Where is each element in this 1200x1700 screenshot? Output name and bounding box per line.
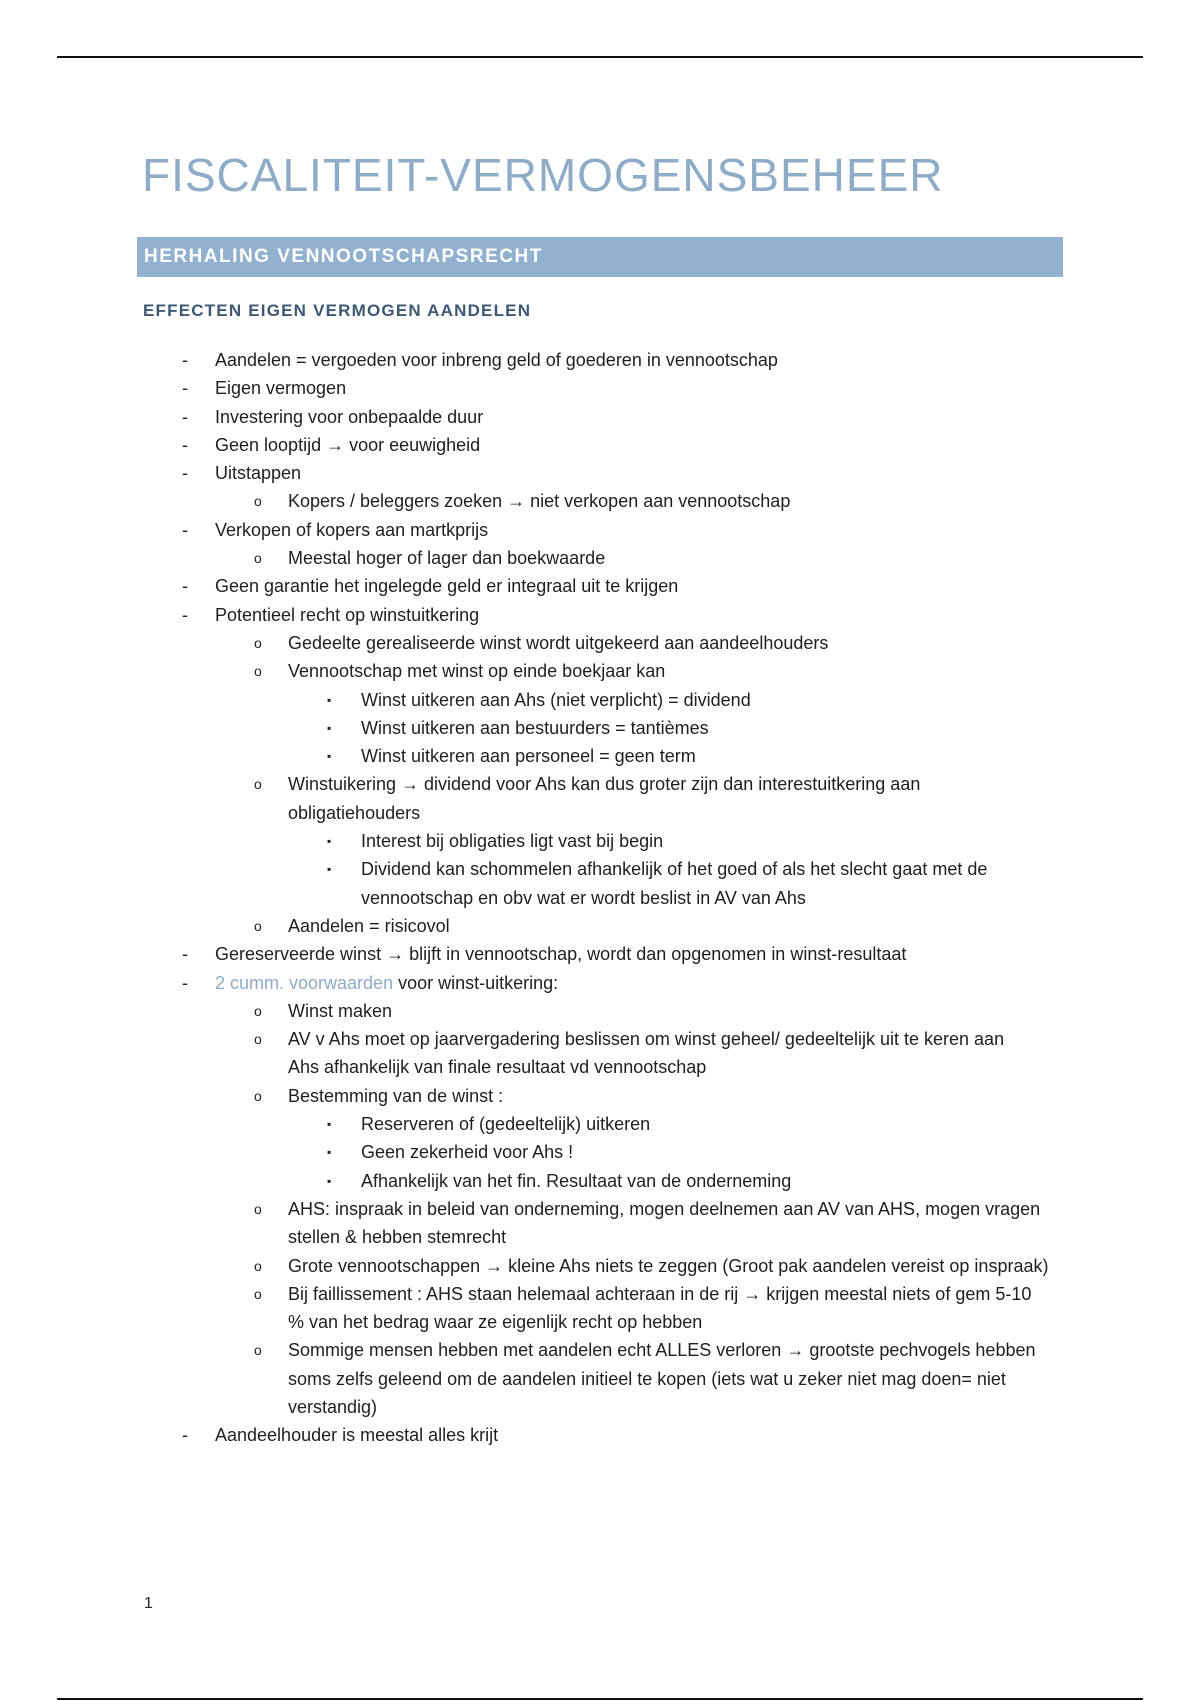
bullet-marker: o <box>254 1257 262 1274</box>
bullet-marker: o <box>254 550 262 567</box>
bullet-marker: o <box>254 917 262 934</box>
bullet-marker: o <box>254 1087 262 1104</box>
bullet-marker: o <box>254 1285 262 1302</box>
list-item-text: Bij faillissement : AHS staan helemaal achteraan in de rij → krijgen meestal niets of gem 5-10 <box>288 1283 1032 1304</box>
bullet-marker: ▪ <box>327 692 332 707</box>
list-item <box>0 770 1200 827</box>
list-item-text: Ahs afhankelijk van finale resultaat vd vennootschap <box>288 1057 707 1078</box>
bullet-marker: o <box>254 776 262 793</box>
list-item-text: obligatiehouders <box>288 802 421 823</box>
bullet-marker: ▪ <box>327 749 332 764</box>
list-item-text: Aandeelhouder is meestal alles krijt <box>215 1425 499 1446</box>
list-item <box>0 374 1200 402</box>
list-item-text: Grote vennootschappen → kleine Ahs niets te zeggen (Groot pak aandelen vereist op inspraak) <box>288 1255 1049 1276</box>
list-item-text: soms zelfs geleend om de aandelen initieel te kopen (iets wat u zeker niet mag doen= niet <box>288 1368 1006 1389</box>
list-item-text: Uitstappen <box>215 463 302 484</box>
bullet-marker: o <box>254 1200 262 1217</box>
list-item-text: Vennootschap met winst op einde boekjaar kan <box>288 661 666 682</box>
bullet-marker: - <box>182 1425 188 1446</box>
list-item <box>0 1138 1200 1166</box>
list-item <box>0 459 1200 487</box>
list-item <box>0 997 1200 1025</box>
list-item-text: Afhankelijk van het fin. Resultaat van de onderneming <box>361 1170 792 1191</box>
bullet-marker: - <box>182 944 188 965</box>
bullet-marker: o <box>254 663 262 680</box>
list-item-text: Aandelen = vergoeden voor inbreng geld of goederen in vennootschap <box>215 350 778 370</box>
list-item <box>0 855 1200 912</box>
section-heading: HERHALING VENNOOTSCHAPSRECHT <box>137 237 1063 277</box>
list-item-text: Gedeelte gerealiseerde winst wordt uitgekeerd aan aandeelhouders <box>288 632 829 653</box>
list-item-text: Dividend kan schommelen afhankelijk of het goed of als het slecht gaat met de <box>361 859 988 880</box>
list-item <box>0 940 1200 968</box>
list-item-text: Kopers / beleggers zoeken → niet verkopen aan vennootschap <box>288 491 791 512</box>
list-item-text: Bestemming van de winst : <box>288 1085 504 1106</box>
list-item-text: % van het bedrag waar ze eigenlijk recht op hebben <box>288 1312 703 1333</box>
bullet-marker: ▪ <box>327 1145 332 1160</box>
list-item-text: AHS: inspraak in beleid van onderneming, mogen deelnemen aan AV van AHS, mogen vragen <box>288 1198 1041 1219</box>
list-item-text: Winst maken <box>288 1000 393 1021</box>
list-item <box>0 742 1200 770</box>
list-item <box>0 1421 1200 1449</box>
bullet-list <box>0 346 1200 1450</box>
list-item <box>0 1336 1200 1421</box>
list-item <box>0 1167 1200 1195</box>
list-item <box>0 1025 1200 1082</box>
list-item <box>0 516 1200 544</box>
list-item-text: vennootschap en obv wat er wordt beslist in AV van Ahs <box>361 887 806 908</box>
list-item <box>0 657 1200 685</box>
bullet-marker: - <box>182 463 188 484</box>
list-item-text: AV v Ahs moet op jaarvergadering beslissen om winst geheel/ gedeeltelijk uit te keren aan <box>288 1029 1005 1050</box>
list-item <box>0 403 1200 431</box>
list-item-text: Investering voor onbepaalde duur <box>215 406 484 427</box>
bullet-marker: - <box>182 519 188 540</box>
bullet-marker: o <box>254 493 262 510</box>
list-item-text: Geen zekerheid voor Ahs ! <box>361 1142 574 1163</box>
bullet-marker: o <box>254 1342 262 1359</box>
bullet-marker: o <box>254 1002 262 1019</box>
bullet-marker: ▪ <box>327 1173 332 1188</box>
subsection-heading: EFFECTEN EIGEN VERMOGEN AANDELEN <box>143 301 532 320</box>
list-item <box>0 346 1200 374</box>
list-item-text: Potentieel recht op winstuitkering <box>215 604 480 625</box>
list-item-text: verstandig) <box>288 1396 378 1417</box>
list-item-text <box>215 969 1200 997</box>
list-item-text: Gereserveerde winst → blijft in vennootschap, wordt dan opgenomen in winst-resultaat <box>215 944 907 965</box>
list-item-text-rest: voor winst-uitkering: <box>393 972 559 993</box>
list-item-text: Sommige mensen hebben met aandelen echt ALLES verloren → grootste pechvogels hebben <box>288 1340 1036 1361</box>
list-item-text: Winstuikering → dividend voor Ahs kan dus groter zijn dan interestuitkering aan <box>288 774 921 795</box>
list-item <box>0 1082 1200 1110</box>
list-item <box>0 601 1200 629</box>
list-item <box>0 686 1200 714</box>
list-item <box>0 572 1200 600</box>
list-item-text: Eigen vermogen <box>215 378 347 399</box>
list-item-text: Geen garantie het ingelegde geld er integraal uit te krijgen <box>215 576 679 597</box>
bullet-marker: ▪ <box>327 834 332 849</box>
list-item <box>0 827 1200 855</box>
list-item-text: Aandelen = risicovol <box>288 915 450 936</box>
list-item <box>0 912 1200 940</box>
page-number: 1 <box>144 1595 153 1612</box>
bullet-marker: ▪ <box>327 862 332 877</box>
list-item <box>0 969 1200 997</box>
list-item-text: Winst uitkeren aan Ahs (niet verplicht) = dividend <box>361 689 751 710</box>
list-item <box>0 1195 1200 1252</box>
bullet-marker: o <box>254 1031 262 1048</box>
bullet-marker: - <box>182 406 188 427</box>
top-rule <box>57 56 1143 58</box>
list-item-text: Meestal hoger of lager dan boekwaarde <box>288 548 606 569</box>
list-item <box>0 1110 1200 1138</box>
list-item <box>0 431 1200 459</box>
bullet-marker: ▪ <box>327 720 332 735</box>
bullet-marker: - <box>182 434 188 455</box>
bullet-marker: ▪ <box>327 1117 332 1132</box>
list-item <box>0 544 1200 572</box>
bullet-marker: - <box>182 576 188 597</box>
list-item-text: Winst uitkeren aan personeel = geen term <box>361 746 696 767</box>
list-item-text: Reserveren of (gedeeltelijk) uitkeren <box>361 1114 651 1135</box>
list-item-text: Geen looptijd → voor eeuwigheid <box>215 434 481 455</box>
bullet-marker: o <box>254 634 262 651</box>
bullet-marker: - <box>182 378 188 399</box>
highlighted-text: 2 cumm. voorwaarden <box>215 972 394 993</box>
document-title: FISCALITEIT-VERMOGENSBEHEER <box>142 149 944 201</box>
list-item <box>0 629 1200 657</box>
bullet-marker: - <box>182 604 188 625</box>
list-item-text: Winst uitkeren aan bestuurders = tantièmes <box>361 717 709 738</box>
list-item <box>0 1252 1200 1280</box>
bullet-marker: - <box>182 350 188 370</box>
list-item-text: Interest bij obligaties ligt vast bij begin <box>361 831 664 852</box>
list-item <box>0 487 1200 515</box>
list-item-text: stellen & hebben stemrecht <box>288 1227 507 1248</box>
list-item <box>0 714 1200 742</box>
list-item-text: Verkopen of kopers aan martkprijs <box>215 519 489 540</box>
list-item <box>0 1280 1200 1337</box>
bullet-marker: - <box>182 972 188 993</box>
